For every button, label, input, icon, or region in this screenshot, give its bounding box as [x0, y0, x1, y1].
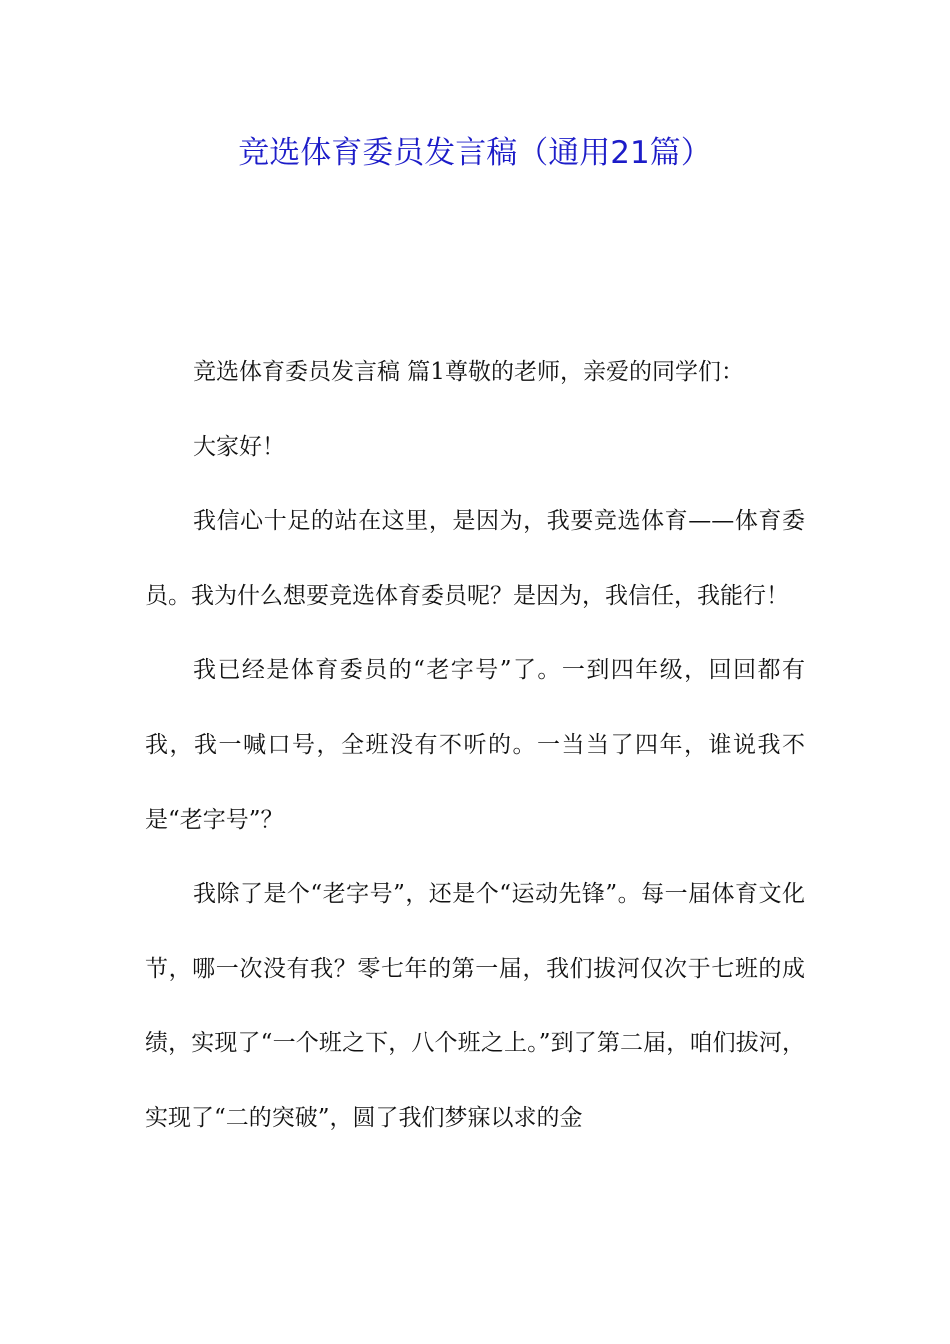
paragraph-confidence: 我信心十足的站在这里，是因为，我要竞选体育——体育委员。我为什么想要竞选体育委员呢？是因为，我信任，我能行！: [145, 508, 805, 609]
paragraph-achievements: 我除了是个“老字号”，还是个“运动先锋”。每一届体育文化节，哪一次没有我？零七年的第一届，我们拔河仅次于七班的成绩，实现了“一个班之下，八个班之上。”到了第二届，咱们拔河，实现了“二的突破”，圆了我们梦寐以求的金: [145, 881, 805, 1131]
paragraph-greeting: 竞选体育委员发言稿 篇1尊敬的老师，亲爱的同学们：: [193, 359, 744, 385]
document-title: 竞选体育委员发言稿（通用21篇）: [238, 135, 712, 171]
paragraph-hello: 大家好！: [193, 433, 285, 460]
paragraph-experience: 我已经是体育委员的“老字号”了。一到四年级，回回都有我，我一喊口号，全班没有不听的。一当当了四年，谁说我不是“老字号”？: [145, 657, 805, 833]
document-body: [145, 335, 805, 1156]
